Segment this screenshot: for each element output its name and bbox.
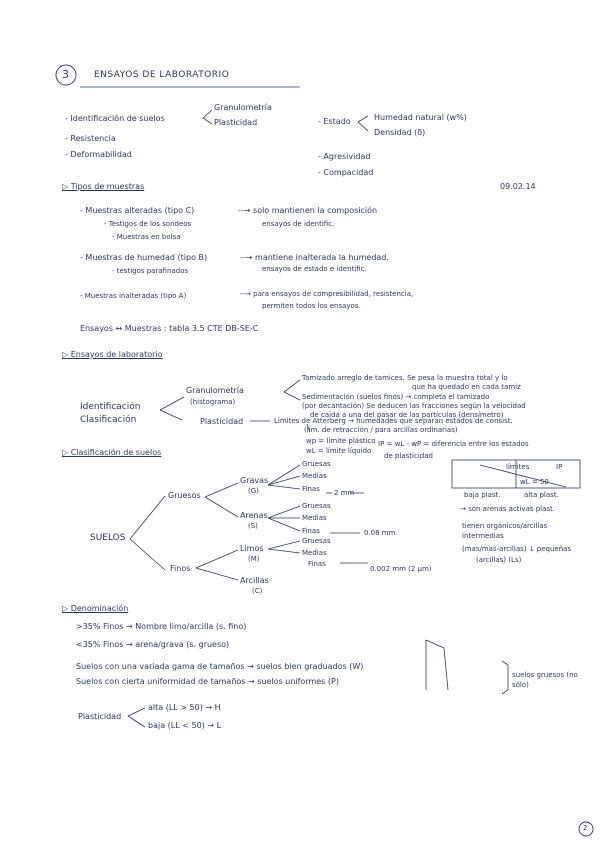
- arcillas-node: Arcillas: [240, 576, 269, 585]
- plasticidad-item: Plasticidad: [214, 118, 258, 127]
- estado-item: - Estado: [318, 117, 351, 126]
- granulometria-item: Granulometría: [214, 103, 272, 112]
- inalteradas-item: - Muestras inalteradas (tipo A): [80, 292, 187, 300]
- arenas-finas: Finas: [302, 527, 320, 535]
- gravas-finas: Finas: [302, 485, 320, 493]
- limos-gruesos: Gruesas: [302, 537, 331, 545]
- ip-note-2: de plasticidad: [384, 452, 433, 460]
- graph-wl-label: wL = 50: [520, 478, 549, 486]
- denom-side-note: suelos gruesos (no sólo): [512, 671, 578, 689]
- identificacion-label: Identificación: [80, 402, 141, 412]
- compacidad-item: - Compacidad: [318, 168, 374, 177]
- densidad-item: Densidad (δ): [374, 128, 426, 137]
- gravas-node: Gravas: [240, 476, 269, 485]
- size-0080mm: 0.08 mm: [364, 529, 396, 537]
- humedad-item: - Muestras de humedad (tipo B): [80, 253, 208, 262]
- baja-plast-label: baja plast.: [464, 491, 501, 499]
- clasificacion-label: Clasificación: [80, 415, 137, 425]
- lab-granulometria: Granulometría: [186, 386, 244, 395]
- denom-heading: ▷ Denominación: [62, 604, 129, 613]
- lab-plasticidad: Plasticidad: [200, 417, 244, 426]
- denom-line-3: Suelos con una variada gama de tamaños → suelos bien graduados (W): [76, 662, 364, 671]
- section-number: 3: [62, 68, 69, 81]
- clasif-note-3: intermedias: [462, 532, 504, 540]
- gravas-medias: Medias: [302, 472, 327, 480]
- size-0002mm: 0.002 mm (2 µm): [370, 565, 432, 573]
- wl-note: wL = límite líquido: [306, 447, 372, 455]
- resistencia-item: - Resistencia: [65, 134, 116, 143]
- ensayos-ident-note: ensayos de identific.: [262, 220, 335, 228]
- clasif-note-4: (mas/mas-arcillas) ↓ pequeñas: [462, 545, 572, 553]
- ensayos-estado-note: ensayos de estado e identific.: [262, 265, 367, 273]
- lab-heading: ▷ Ensayos de laboratorio: [62, 350, 163, 359]
- ip-note: IP = wL - wP = diferencia entre los estados: [378, 440, 529, 448]
- graph-limites-label: límites: [506, 463, 530, 471]
- limos-sub: (M): [248, 555, 260, 563]
- finos-node: Finos: [170, 564, 191, 573]
- tipos-heading: ▷ Tipos de muestras: [62, 182, 145, 191]
- clasif-note-2: tienen orgánicos/arcillas: [462, 522, 548, 530]
- arenas-sub: (S): [248, 522, 258, 530]
- inalteradas-note: --→ para ensayos de compresibilidad, resistencia,: [240, 290, 414, 298]
- alteradas-note: --→ solo mantienen la composición: [238, 206, 378, 215]
- arcillas-sub: (C): [252, 587, 263, 595]
- muestras-bolsa-item: - Muestras en bolsa: [112, 233, 181, 241]
- tamizado-note: Tamizado arreglo de tamices. Se pesa la muestra total y lo: [302, 374, 508, 382]
- denom-line-2: <35% Finos → arena/grava (s. grueso): [76, 640, 230, 649]
- gravas-sub: (G): [248, 487, 259, 495]
- sedimentacion-note: Sedimentación (suelos finos) → completa el tamizado: [302, 393, 490, 401]
- ensayos-muestras-line: Ensayos ↔ Muestras : tabla 3.5 CTE DB-SE-C: [80, 324, 259, 333]
- arenas-medias: Medias: [302, 514, 327, 522]
- limites-note-2: (lím. de retracción / para arcillas ordinarias): [304, 426, 458, 434]
- humedad-natural-item: Humedad natural (w%): [374, 113, 467, 122]
- limos-node: Limos: [240, 544, 264, 553]
- humedad-note: --→ mantiene inalterada la humedad.: [240, 253, 389, 262]
- page-title: ENSAYOS DE LABORATORIO: [94, 70, 230, 80]
- limites-note: Límites de Atterberg → humedades que separan estados de consist.: [274, 417, 513, 425]
- denom-plasticidad: Plasticidad: [78, 712, 122, 721]
- arenas-node: Arenas: [240, 511, 268, 520]
- date-label: 09.02.14: [500, 182, 536, 191]
- clasif-note-1: → son arenas activas plast.: [460, 505, 556, 513]
- alteradas-item: - Muestras alteradas (tipo C): [80, 206, 195, 215]
- tamizado-note-2: que ha quedado en cada tamiz: [412, 383, 521, 391]
- inalteradas-note-2: permiten todos los ensayos.: [262, 302, 361, 310]
- size-2mm: 2 mm: [334, 489, 355, 497]
- testigos-parafinados-item: - testigos parafinados: [112, 267, 189, 275]
- denom-baja: baja (LL < 50) → L: [148, 721, 222, 730]
- limos-medios: Medias: [302, 549, 327, 557]
- alta-plast-label: alta plast.: [524, 491, 559, 499]
- testigos-sondeos-item: - Testigos de los sondeos: [104, 220, 192, 228]
- graph-ip-label: IP: [556, 463, 563, 471]
- clasif-heading: ▷ Clasificación de suelos: [62, 448, 162, 457]
- gruesos-node: Gruesos: [168, 491, 201, 500]
- limos-finos: Finas: [308, 560, 326, 568]
- gravas-gruesas: Gruesas: [302, 460, 331, 468]
- wp-note: wp = límite plástico: [306, 437, 376, 445]
- sedimentacion-note-3: de caída a una del pasar de las partículas (densímetro): [310, 411, 504, 419]
- clasif-note-5: (arcillas) (Ls): [476, 556, 522, 564]
- denom-line-4: Suelos con cierta uniformidad de tamaños → suelos uniformes (P): [76, 677, 339, 686]
- deformabilidad-item: - Deformabilidad: [65, 150, 132, 159]
- denom-line-1: >35% Finos → Nombre limo/arcilla (s. fino): [76, 622, 247, 631]
- ident-item: - Identificación de suelos: [65, 114, 165, 123]
- suelos-root: SUELOS: [90, 533, 126, 543]
- lab-granulometria-sub: (histograma): [190, 398, 236, 406]
- agresividad-item: - Agresividad: [318, 152, 371, 161]
- sedimentacion-note-2: (por decantación) Se deducen las fracciones según la velocidad: [302, 402, 526, 410]
- denom-alta: alta (LL > 50) → H: [148, 703, 221, 712]
- page-number: 2: [583, 824, 588, 832]
- arenas-gruesas: Gruesas: [302, 502, 331, 510]
